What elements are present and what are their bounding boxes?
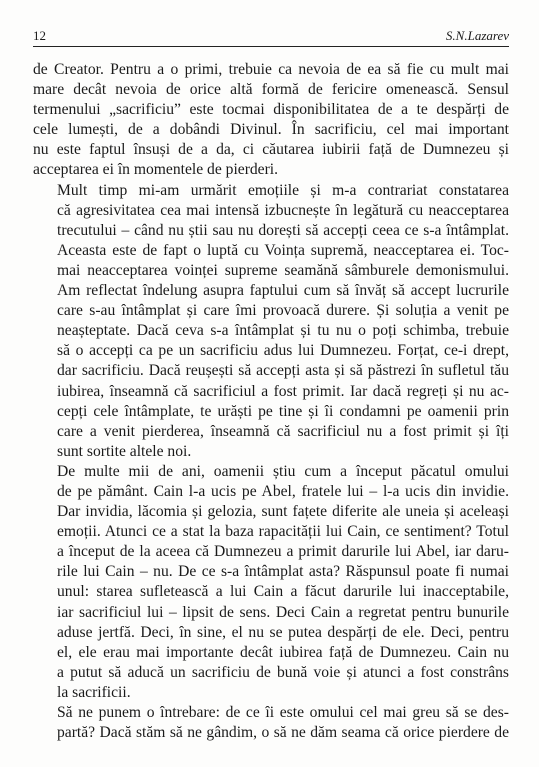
text-line: nu este faptul însuși de a da, ci căutarea iubirii față de Dumnezeu și	[33, 141, 509, 159]
text-line: emoții. Atunci ce a stat la baza rapacității lui Cain, ce sentiment? Totul	[57, 523, 509, 541]
text-line: Mult timp mi-am urmărit emoțiile și m-a contrariat constatarea	[57, 181, 509, 199]
text-line: iubirea, înseamnă că sacrificiul a fost primit. Iar dacă regreți și nu ac-	[57, 382, 509, 400]
text-line: el, ele erau mai importante decât iubirea față de Dumnezeu. Cain nu	[57, 643, 509, 661]
text-line: unul: starea sufletească a lui Cain a făcut darurile lui inacceptabile,	[57, 583, 509, 601]
page-number: 12	[33, 28, 46, 43]
text-line: Am reflectat îndelung asupra faptului cum să învăț să accept lucrurile	[57, 282, 509, 300]
paragraph	[33, 462, 509, 703]
text-line: rile lui Cain – nu. De ce s-a întâmplat asta? Răspunsul poate fi numai	[57, 563, 509, 581]
paragraph	[33, 60, 509, 181]
text-line: care a venit pierderea, înseamnă că sacrificiul nu a fost primit și îți	[57, 422, 509, 440]
text-line: mai neacceptarea voinței supreme seamănă sâmburele demonismului.	[57, 261, 509, 279]
text-line: mare decât nevoia de orice altă formă de fericire omenească. Sensul	[33, 81, 509, 99]
paragraph	[33, 181, 509, 462]
text-line: a putut să aducă un sacrificiu de bună voie și atunci a fost constrâns	[57, 663, 509, 681]
text-line: a început de la aceea că Dumnezeu a primit darurile lui Abel, iar daru-	[57, 543, 509, 561]
body-text	[33, 60, 509, 743]
running-head	[33, 26, 509, 47]
text-line: dar sacrificiu. Dacă reușești să accepți asta și să păstrezi în sufletul tău	[57, 362, 509, 380]
running-author: S.N.Lazarev	[445, 28, 509, 43]
text-line: iar sacrificiul lui – lipsit de sens. Deci Cain a regretat pentru bunurile	[57, 603, 509, 621]
text-line: cepți cele întâmplate, te urăști pe tine și îi condamni pe oamenii prin	[57, 402, 509, 420]
text-line: să o accepți ca pe un sacrificiu adus lui Dumnezeu. Forțat, ce-i drept,	[57, 342, 509, 360]
text-line: Să ne punem o întrebare: de ce îi este omului cel mai greu să se des-	[57, 704, 509, 721]
text-line: termenului „sacrificiu” este tocmai disponibilitatea de a te despărți de	[33, 101, 509, 119]
text-line: că agresivitatea cea mai intensă izbucnește în legătură cu neacceptarea	[57, 201, 509, 219]
text-line: De multe mii de ani, oamenii știu cum a început păcatul omului	[57, 462, 509, 480]
text-line: Aceasta este de fapt o luptă cu Voința supremă, neacceptarea ei. Toc-	[57, 241, 509, 259]
text-line: care s-au întâmplat și care îmi provoacă durere. Și soluția a venit pe	[57, 302, 509, 320]
text-line: sunt sortite altele noi.	[57, 442, 192, 460]
text-line: cele lumești, de a dobândi Divinul. În sacrificiu, cel mai important	[33, 121, 509, 139]
text-line: neașteptate. Dacă ceva s-a întâmplat și tu nu o poți schimba, trebuie	[57, 322, 509, 340]
text-line: acceptarea ei în momentele de pierderi.	[33, 161, 279, 179]
text-line: Dar invidia, lăcomia și gelozia, sunt fațete diferite ale uneia și aceleași	[57, 503, 509, 521]
text-line: de pe pământ. Cain l-a ucis pe Abel, fratele lui – l-a ucis din invidie.	[57, 482, 509, 500]
text-line: de Creator. Pentru a o primi, trebuie ca nevoia de ea să fie cu mult mai	[33, 61, 509, 78]
text-line: trecutului – când nu știi sau nu dorești să accepți ceea ce s-a întâmplat.	[57, 221, 509, 239]
paragraph	[33, 703, 509, 743]
text-line: la sacrificii.	[57, 683, 131, 701]
text-line: partă? Dacă stăm să ne gândim, o să ne dăm seama că orice pierdere de	[57, 724, 509, 742]
text-line: aduse jertfă. Deci, în sine, el nu se putea despărți de ele. Deci, pentru	[57, 623, 509, 641]
